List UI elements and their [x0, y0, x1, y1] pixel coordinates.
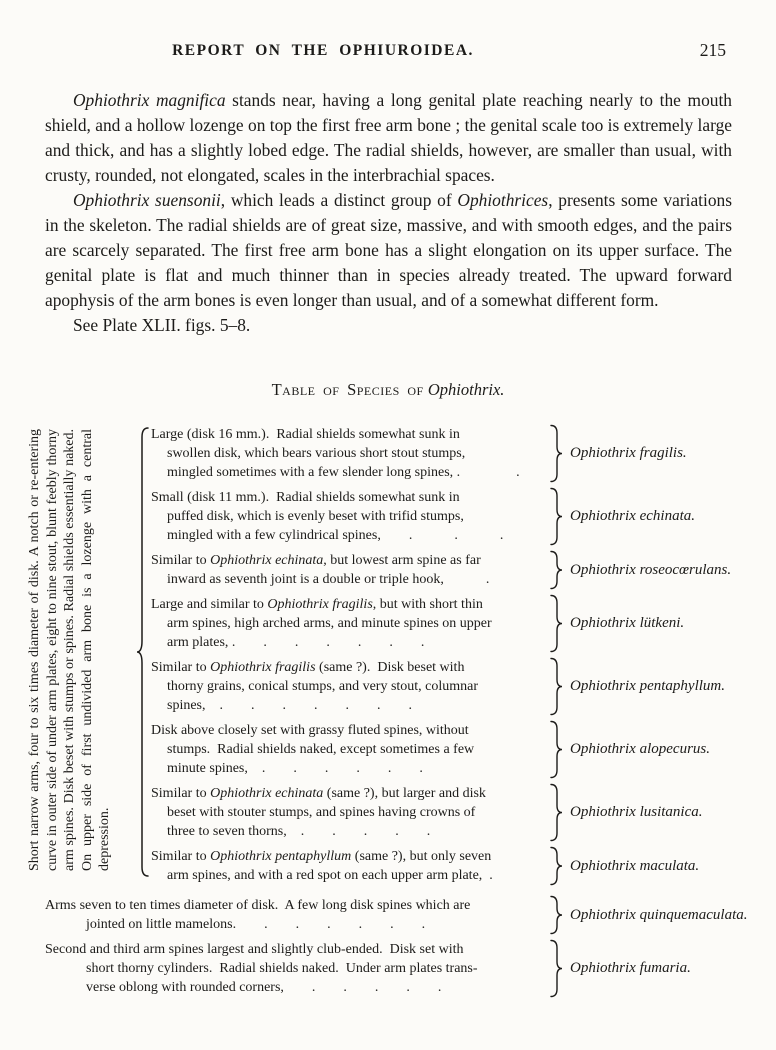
description-line: puffed disk, which is evenly beset with trifid stumps, — [167, 509, 464, 524]
rotated-sidebar-note-wrap — [24, 422, 134, 878]
description-line: thorny grains, conical stumps, and very stout, columnar — [167, 679, 479, 694]
species-name: Ophiothrix maculata. — [570, 857, 700, 874]
description-line: inward as seventh joint is a double or triple hook, . — [167, 572, 490, 587]
entry-brace — [549, 594, 563, 653]
description-line: swollen disk, which bears various short stout stumps, — [167, 446, 466, 461]
species-description — [151, 784, 549, 841]
species-name: Ophiothrix lusitanica. — [570, 804, 703, 820]
description-line: Disk above closely set with grassy fluted spines, without — [151, 723, 469, 738]
description-line: Similar to Ophiothrix echinata, but lowest arm spine as far — [151, 553, 481, 568]
species-name: Ophiothrix echinata. — [570, 508, 695, 524]
right-curly-brace-icon — [549, 846, 563, 886]
species-description — [45, 940, 549, 997]
description-line: stumps. Radial shields naked, except sometimes a few — [167, 742, 475, 757]
description-line: Arms seven to ten times diameter of disk. A few long disk spines which are — [45, 898, 471, 913]
description-line: three to seven thorns, . . . . . — [167, 824, 431, 839]
species-table-row — [151, 487, 776, 546]
right-curly-brace-icon — [549, 594, 563, 653]
description-line: Second and third arm spines largest and slightly club-ended. Disk set with — [45, 942, 464, 957]
species-name: Ophiothrix fragilis. — [570, 445, 687, 461]
full-width-entries — [45, 895, 776, 998]
table-title — [0, 380, 776, 400]
description-line: beset with stouter stumps, and spines having crowns of — [167, 805, 476, 820]
description-line: Large and similar to Ophiothrix fragilis, but with short thin — [151, 597, 483, 612]
description-line: minute spines, . . . . . . — [167, 761, 423, 776]
entry-brace — [549, 550, 563, 590]
description-line: arm plates, . . . . . . . — [167, 635, 425, 650]
right-curly-brace-icon — [549, 720, 563, 779]
rotated-sidebar-note: Short narrow arms, four to six times diameter of disk. A notch or re-entering curve in outer side of under arm plates, eight to nine stout, blunt feebly thorny arm spines. Disk beset with stumps or spines. Radial shields essentially naked. On upper side of first undivided arm bone is a lozenge with a central depression. — [27, 429, 112, 871]
right-curly-brace-icon — [549, 424, 563, 483]
left-curly-brace-icon — [136, 426, 150, 878]
species-name: Ophiothrix roseocœrulans. — [570, 561, 732, 578]
description-line: Similar to Ophiothrix fragilis (same ?). Disk beset with — [151, 660, 465, 675]
species-description — [151, 658, 549, 715]
right-curly-brace-icon — [549, 783, 563, 842]
right-curly-brace-icon — [549, 550, 563, 590]
entry-brace — [549, 424, 563, 483]
species-table-row — [151, 550, 776, 590]
page-header — [0, 0, 776, 64]
species-description — [151, 721, 549, 778]
running-head-title: REPORT ON THE OPHIUROIDEA. — [172, 42, 474, 59]
right-curly-brace-icon — [549, 487, 563, 546]
entry-brace — [549, 720, 563, 779]
paragraph-ophiothrix-magnifica: Ophiothrix magnifica stands near, having a long genital plate reaching nearly to the mouth shield, and a hollow lozenge on top the first free arm bone ; the genital scale too is extremely large and thick, and has a slightly lobed edge. The radial shields, however, are smaller than usual, with crusty, rounded, not elongated, scales in the interbrachial spaces. — [45, 90, 732, 185]
species-description — [45, 896, 549, 934]
species-description — [151, 488, 549, 545]
species-table-row — [151, 720, 776, 779]
body-text — [45, 88, 732, 338]
description-line: arm spines, high arched arms, and minute spines on upper — [167, 616, 492, 631]
species-description — [151, 847, 549, 885]
species-name: Ophiothrix fumaria. — [570, 960, 691, 976]
description-line: spines, . . . . . . . — [167, 698, 412, 713]
entry-brace — [549, 487, 563, 546]
table-title-smallcaps: Table of Species of — [271, 380, 424, 399]
page-number: 215 — [699, 40, 726, 60]
species-name: Ophiothrix lütkeni. — [570, 615, 685, 631]
species-name: Ophiothrix quinquemaculata. — [570, 906, 748, 923]
description-line: jointed on little mamelons. . . . . . . — [86, 917, 426, 932]
species-description — [151, 425, 549, 482]
table-title-genus: Ophiothrix. — [427, 380, 505, 399]
right-curly-brace-icon — [549, 657, 563, 716]
description-line: mingled with a few cylindrical spines, . . . — [167, 528, 504, 543]
bracketed-entries-column — [151, 424, 776, 886]
species-description — [151, 551, 549, 589]
species-table-row — [151, 783, 776, 842]
species-table — [0, 424, 776, 998]
right-curly-brace-icon — [549, 895, 563, 935]
entry-brace — [549, 846, 563, 886]
description-line: Similar to Ophiothrix pentaphyllum (same ?), but only seven — [151, 849, 492, 864]
right-curly-brace-icon — [549, 939, 563, 998]
entry-brace — [549, 783, 563, 842]
description-line: mingled sometimes with a few slender long spines, . . — [167, 465, 520, 480]
paragraph-ophiothrix-suensonii: Ophiothrix suensonii, which leads a distinct group of Ophiothrices, presents some variations in the skeleton. The radial shields are of great size, massive, and with smooth edges, and the pairs are scarcely separated. The first free arm bone has a slight elongation on its upper surface. The genital plate is flat and much thinner than in species already treated. The upward forward apophysis of the arm bones is even longer than usual, and of a somewhat different form. — [45, 190, 732, 310]
entry-brace — [549, 657, 563, 716]
see-plate-line: See Plate XLII. figs. 5–8. — [73, 315, 251, 335]
species-table-row — [151, 846, 776, 886]
description-line: verse oblong with rounded corners, . . . . . — [86, 980, 442, 995]
species-table-row — [151, 657, 776, 716]
description-line: short thorny cylinders. Radial shields naked. Under arm plates trans- — [86, 961, 478, 976]
description-line: Large (disk 16 mm.). Radial shields somewhat sunk in — [151, 427, 460, 442]
entry-brace — [549, 939, 563, 998]
species-table-row — [151, 424, 776, 483]
species-table-row — [45, 895, 776, 935]
species-table-row — [45, 939, 776, 998]
description-line: arm spines, and with a red spot on each upper arm plate, . — [167, 868, 493, 883]
species-table-row — [151, 594, 776, 653]
species-description — [151, 595, 549, 652]
species-name: Ophiothrix alopecurus. — [570, 741, 710, 757]
species-name: Ophiothrix pentaphyllum. — [570, 678, 725, 694]
entry-brace — [549, 895, 563, 935]
description-line: Similar to Ophiothrix echinata (same ?), but larger and disk — [151, 786, 486, 801]
description-line: Small (disk 11 mm.). Radial shields somewhat sunk in — [151, 490, 460, 505]
